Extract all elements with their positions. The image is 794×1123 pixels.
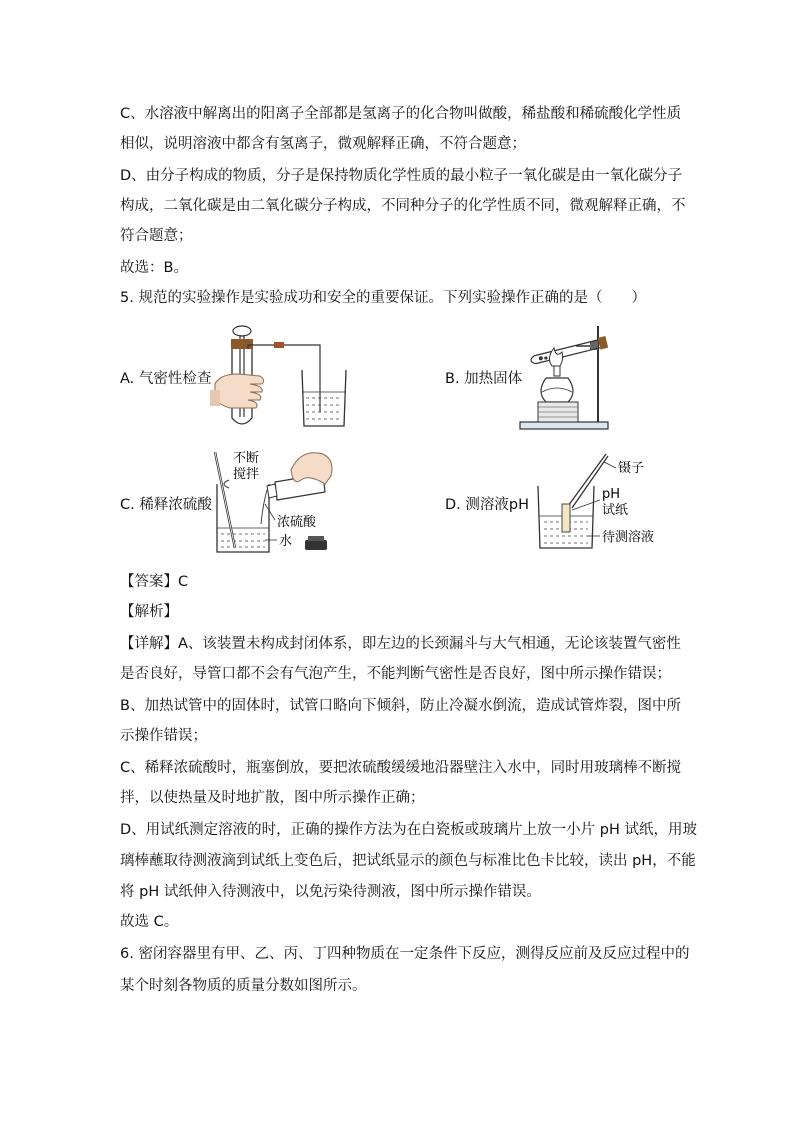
figure-airtightness-check [210, 322, 370, 432]
text-line: 拌，以使热量及时地扩散，图中所示操作正确； [120, 790, 425, 806]
figure-heating-solid [516, 322, 616, 434]
text-line: C、稀释浓硫酸时，瓶塞倒放，要把浓硫酸缓缓地沿器壁注入水中，同时用玻璃棒不断搅 [120, 760, 682, 776]
label-stir-top: 不断 [233, 451, 260, 466]
analysis-heading: 【解析】 [120, 604, 178, 620]
text-line: D、由分子构成的物质，分子是保持物质化学性质的最小粒子一氧化碳是由一氧化碳分子 [120, 168, 683, 184]
option-d-label: D. 测溶液pH [445, 497, 529, 513]
text-line: B、加热试管中的固体时，试管口略向下倾斜，防止冷凝水倒流，造成试管炸裂，图中所 [120, 698, 681, 714]
label-test-paper: 试纸 [602, 503, 629, 518]
label-test-solution: 待测溶液 [602, 530, 655, 545]
label-conc-acid: 浓硫酸 [277, 515, 317, 530]
label-ph: pH [602, 487, 621, 502]
answer-line: 【答案】C [120, 574, 189, 590]
text-line: 璃棒蘸取待测液滴到试纸上变色后，把试纸显示的颜色与标准比色卡比较，读出 pH，不能 [120, 853, 696, 869]
option-a-label: A. 气密性检查 [120, 371, 212, 387]
text-line: 符合题意； [120, 228, 193, 244]
label-water: 水 [279, 534, 293, 549]
question-6-stem: 6. 密闭容器里有甲、乙、丙、丁四种物质在一定条件下反应，测得反应前及反应过程中的 [120, 946, 690, 962]
text-line: 相似，说明溶液中都含有氢离子，微观解释正确，不符合题意； [120, 136, 526, 152]
option-c-label: C. 稀释浓硫酸 [120, 497, 212, 513]
option-b-label: B. 加热固体 [445, 371, 523, 387]
text-line: C、水溶液中解离出的阳离子全部都是氢离子的化合物叫做酸，稀盐酸和稀硫酸化学性质 [120, 106, 682, 122]
figure-dilute-sulfuric-acid [205, 444, 355, 562]
text-line: 构成，二氧化碳是由二氧化碳分子构成，不同种分子的化学性质不同，微观解释正确，不 [120, 198, 686, 214]
text-line: D、用试纸测定溶液的时，正确的操作方法为在白瓷板或玻璃片上放一小片 pH 试纸，用玻 [120, 822, 697, 838]
text-line: 【详解】A、该装置未构成封闭体系，即左边的长颈漏斗与大气相通，无论该装置气密性 [120, 636, 681, 652]
text-line: 故选：B。 [120, 260, 188, 276]
text-line: 示操作错误； [120, 728, 207, 744]
text-line: 某个时刻各物质的质量分数如图所示。 [120, 978, 367, 994]
label-tweezers: 镊子 [618, 461, 645, 476]
question-5-stem: 5. 规范的实验操作是实验成功和安全的重要保证。下列实验操作正确的是（ ） [120, 290, 646, 306]
label-stir-bottom: 搅拌 [233, 467, 260, 482]
text-line: 将 pH 试纸伸入待测液中，以免污染待测液，图中所示操作错误。 [120, 884, 541, 900]
text-line: 故选 C。 [120, 914, 179, 930]
text-line: 是否良好，导管口都不会有气泡产生，不能判断气密性是否良好，图中所示操作错误； [120, 666, 671, 682]
figure-measure-ph [530, 450, 666, 554]
